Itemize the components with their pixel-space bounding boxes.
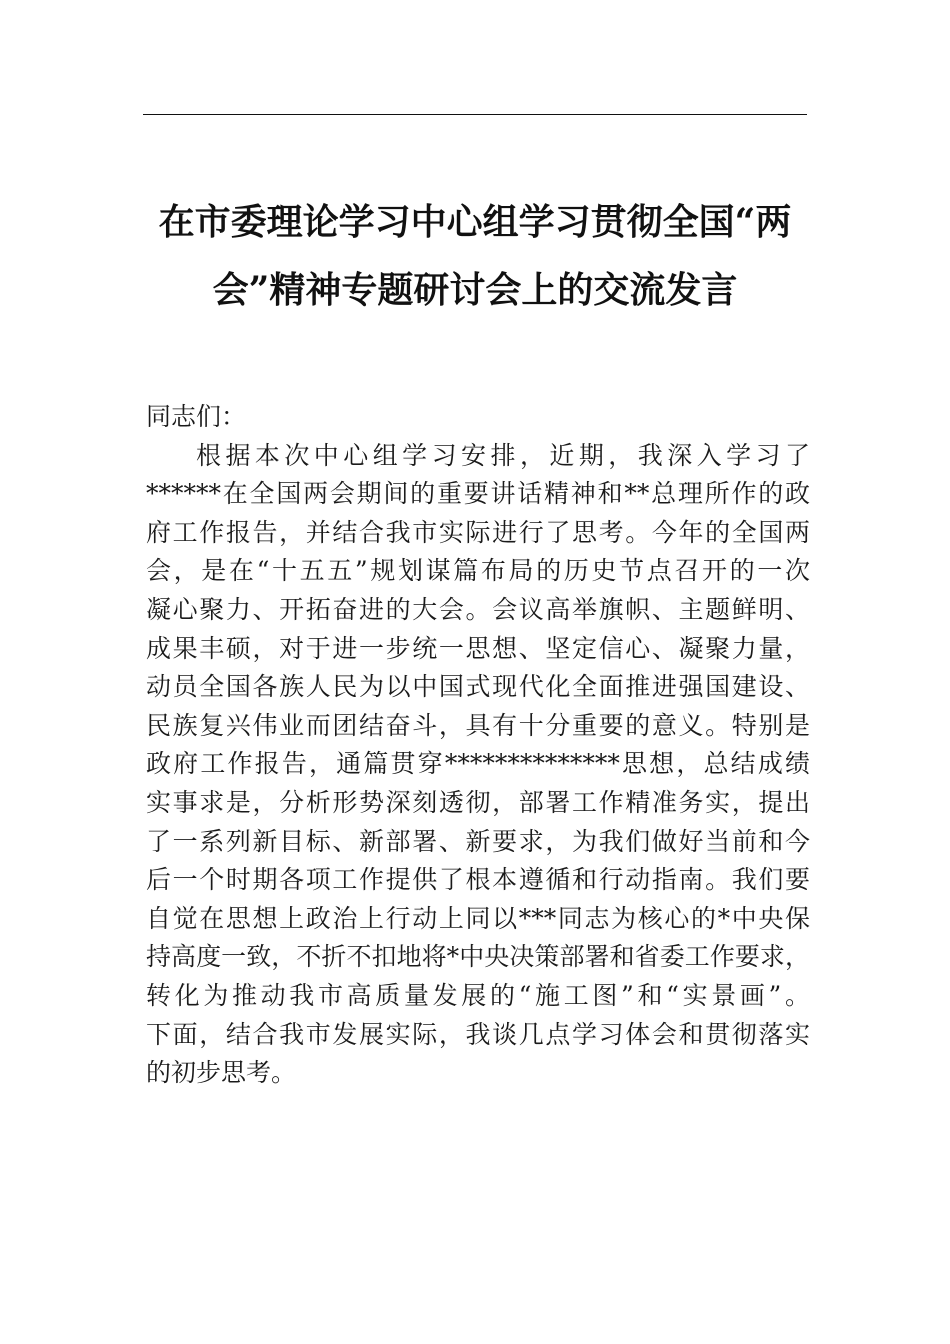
title-line-2: 会”精神专题研讨会上的交流发言: [212, 269, 738, 311]
paragraph-line: 民族复兴伟业而团结奋斗，具有十分重要的意义。特别是: [146, 710, 810, 740]
paragraph-line: 根据本次中心组学习安排，近期，我深入学习了: [196, 440, 810, 470]
paragraph-line: 了一系列新目标、新部署、新要求，为我们做好当前和今: [146, 826, 810, 856]
paragraph-line: 政府工作报告，通篇贯穿**************思想，总结成绩: [146, 749, 810, 779]
paragraph-line: 转化为推动我市高质量发展的“施工图”和“实景画”。: [146, 980, 811, 1010]
paragraph-line: 成果丰硕，对于进一步统一思想、坚定信心、凝聚力量，: [146, 633, 810, 663]
header-rule: [143, 114, 807, 115]
paragraph-line: 自觉在思想上政治上行动上同以***同志为核心的*中央保: [146, 903, 810, 933]
paragraph-line: ******在全国两会期间的重要讲话精神和**总理所作的政: [146, 479, 810, 509]
paragraph-line: 持高度一致，不折不扣地将*中央决策部署和省委工作要求，: [146, 942, 810, 972]
body-paragraph: [146, 437, 810, 1093]
paragraph-line: 府工作报告，并结合我市实际进行了思考。今年的全国两: [146, 517, 810, 547]
salutation: 同志们：: [146, 402, 247, 431]
document-body: [146, 398, 810, 1093]
paragraph-line: 会，是在“十五五”规划谋篇布局的历史节点召开的一次: [146, 556, 810, 586]
document-title: [143, 188, 807, 324]
title-line-1: 在市委理论学习中心组学习贯彻全国“两: [158, 201, 792, 243]
paragraph-line: 动员全国各族人民为以中国式现代化全面推进强国建设、: [146, 672, 810, 702]
paragraph-line: 下面，结合我市发展实际，我谈几点学习体会和贯彻落实: [146, 1019, 810, 1049]
paragraph-line: 的初步思考。: [146, 1058, 297, 1088]
paragraph-line: 凝心聚力、开拓奋进的大会。会议高举旗帜、主题鲜明、: [146, 594, 810, 624]
paragraph-line: 实事求是，分析形势深刻透彻，部署工作精准务实，提出: [146, 787, 810, 817]
paragraph-line: 后一个时期各项工作提供了根本遵循和行动指南。我们要: [146, 865, 810, 895]
